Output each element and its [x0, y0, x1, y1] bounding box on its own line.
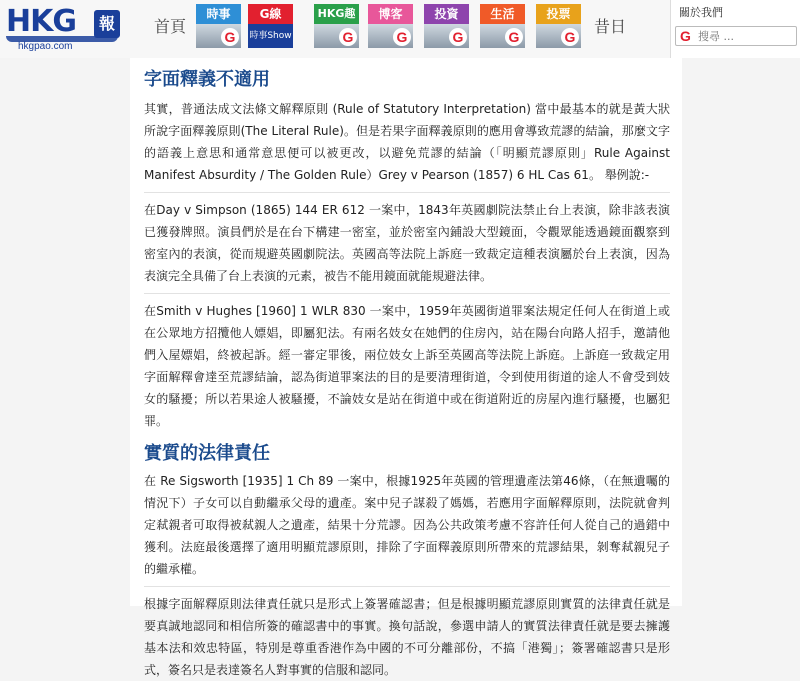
tile-label: 時事 — [196, 4, 241, 24]
section-heading-literal-rule: 字面釋義不適用 — [144, 69, 270, 90]
nav-archive-link[interactable]: 昔日 — [594, 17, 627, 36]
logo-text: HKG — [6, 4, 76, 39]
google-g-icon: G — [680, 28, 691, 44]
tile-thumbnail — [248, 24, 293, 48]
article-paragraph: 根據字面解釋原則法律責任就只是形式上簽署確認書；但是根據明顯荒謬原則實質的法律責任就是要真誠地認同和相信所簽的確認書中的事實。換句話說，參選申請人的實質法律責任就是要去擁護基本法和效忠特區，特別是尊重香港作為中國的不可分離部份，不搞「港獨」；簽署確認書只是形式，簽名只是表達簽名人對事實的信服和認同。 — [144, 597, 670, 677]
tile-label: HKG趣 — [314, 4, 359, 24]
about-us-link[interactable]: 關於我們 — [679, 6, 723, 19]
tile-label: 投票 — [536, 4, 581, 24]
side-panel — [670, 0, 800, 58]
g-logo-icon: G — [393, 28, 411, 46]
nav-tile-lifestyle[interactable] — [480, 4, 525, 48]
tile-label: G線 — [248, 4, 293, 24]
logo-mark — [6, 4, 76, 39]
search-box — [675, 26, 797, 46]
article-content — [144, 58, 670, 681]
tile-label: 投資 — [424, 4, 469, 24]
section-heading-legal-liability: 實質的法律責任 — [144, 443, 270, 464]
g-logo-icon: G — [221, 28, 239, 46]
site-logo[interactable] — [6, 4, 118, 56]
g-logo-icon: G — [505, 28, 523, 46]
article-body — [130, 58, 682, 677]
tile-label: 生活 — [480, 4, 525, 24]
article-paragraph: 在 Re Sigsworth [1935] 1 Ch 89 一案中，根據1925年英國的管理遺產法第46條，（在無遺囑的情況下）子女可以自動繼承父母的遺產。案中兒子謀殺了媽媽，若應用字面解釋原則，法院就會判定弒親者可取得被弒親人之遺產，結果十分荒謬。因為公共政策考慮不容許任何人從自己的過錯中獲利。法庭最後選擇了適用明顯荒謬原則，排除了字面釋義原則所帶來的荒謬結果，剝奪弒親兒子的繼承權。 — [144, 474, 670, 576]
logo-url: hkgpao.com — [18, 41, 73, 52]
tile-label: 博客 — [368, 4, 413, 24]
nav-tile-investment[interactable] — [424, 4, 469, 48]
nav-tile-vote[interactable] — [536, 4, 581, 48]
article-paragraph: 在Smith v Hughes [1960] 1 WLR 830 一案中，1959年英國街道罪案法規定任何人在街道上或在公眾地方招攬他人嫖娼，即屬犯法。有兩名妓女在她們的住房內，站在陽台向路人招手，邀請他們入屋嫖娼，終被起訴。經一審定罪後，兩位妓女上訴至英國高等法院上訴庭。上訴庭一致裁定用字面解釋會達至荒謬結論，認為街道罪案法的目的是要清理街道，令到使用街道的途人不會受到妓女的騷擾；所以若果途人被騷擾，不論妓女是站在街道中或在街道附近的房屋內進行騷擾，也屬犯罪。 — [144, 304, 670, 428]
g-logo-icon: G — [561, 28, 579, 46]
article-paragraph: 在Day v Simpson (1865) 144 ER 612 一案中，1843年英國劇院法禁止台上表演，除非該表演已獲發牌照。演員們於是在台下構建一密室，並於密室內鋪設大型鏡面，令觀眾能透過鏡面觀察到密室內的表演，從而規避英國劇院法。英國高等法院上訴庭一致裁定這種表演屬於台上表演，因為表演完全具備了台上表演的元素，被告不能用鏡面就能規避法律。 — [144, 203, 670, 283]
paragraph-divider — [144, 192, 670, 193]
paragraph-divider — [144, 293, 670, 294]
g-logo-icon: G — [339, 28, 357, 46]
site-header — [0, 0, 800, 58]
nav-tile-current-affairs[interactable] — [196, 4, 241, 48]
nav-tile-g-line[interactable] — [248, 4, 293, 48]
article-paragraph: 其實，普通法成文法條文解釋原則 (Rule of Statutory Interpretation) 當中最基本的就是黃大狀所說字面釋義原則(The Literal Rule)。但是若果字面釋義原則的應用會導致荒謬的結論，那麼文字的語義上意思和通常意思便可以被更改，以避免荒謬的結論（「明顯荒謬原則」Rule Against Manifest Absurdity / The Golden Rule）Grey v Pearson (1857) 6 HL Cas 61。 舉例說:- — [144, 102, 670, 182]
nav-tile-hkg-fun[interactable] — [314, 4, 359, 48]
tile-sublabel: 時事Show — [249, 31, 292, 41]
paragraph-divider — [144, 586, 670, 587]
search-input[interactable] — [698, 29, 794, 43]
g-logo-icon: G — [449, 28, 467, 46]
nav-home-link[interactable]: 首頁 — [154, 17, 187, 36]
logo-bao-badge: 報 — [94, 10, 120, 38]
nav-tile-blog[interactable] — [368, 4, 413, 48]
